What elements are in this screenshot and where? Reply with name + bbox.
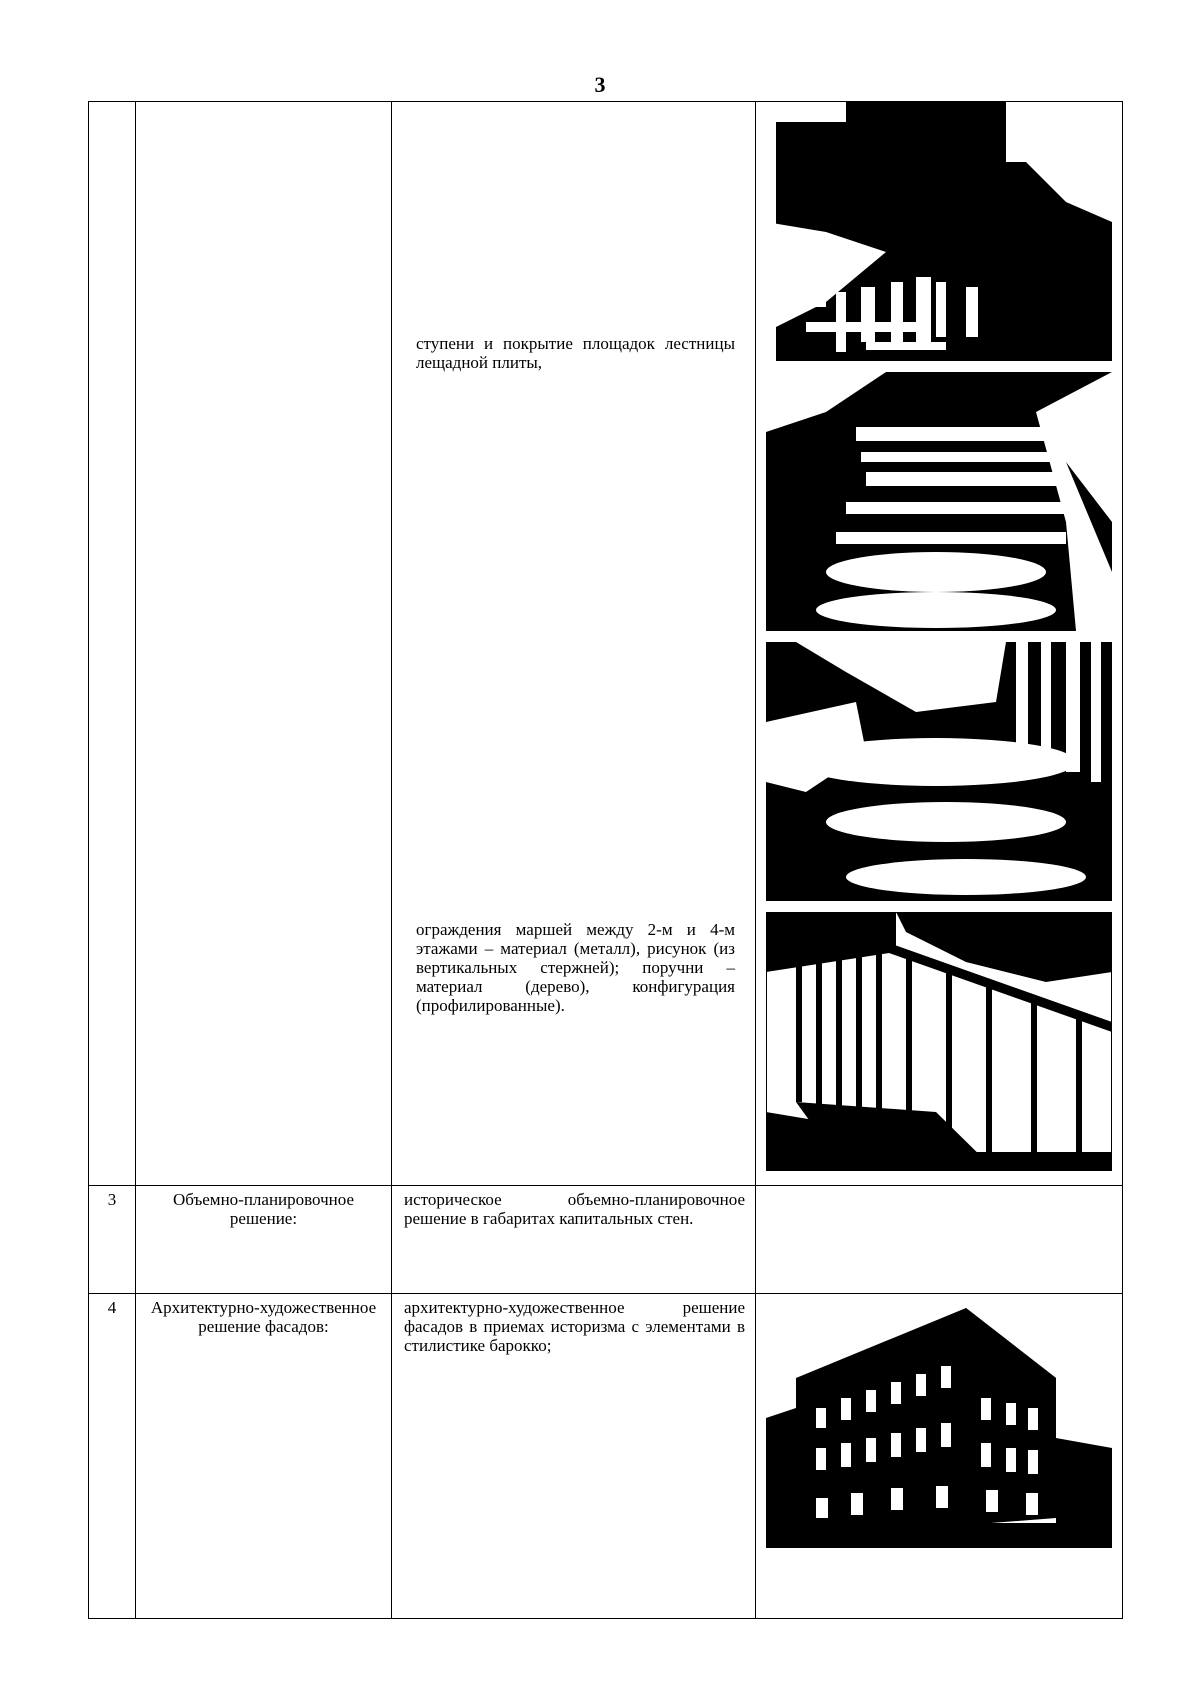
page-number: 3 [594,72,606,97]
stair-railing-photo [766,912,1112,1171]
staircase-steps-photo [766,372,1112,631]
description-cell: историческое объемно-планировочное решение в габаритах капитальных стен. [392,1186,756,1294]
building-facade-photo [766,1298,1112,1548]
table-row [89,102,1123,1186]
stair-landing-photo [766,642,1112,901]
table-row [89,1294,1123,1619]
row-number-cell: 4 [89,1294,136,1619]
stairs-description: ступени и покрытие площадок лестницы лещадной плиты, [416,334,735,372]
row-number-cell: 3 [89,1186,136,1294]
feature-name-cell [136,102,392,1186]
photo-cell [756,1186,1123,1294]
description-cell: архитектурно-художественное решение фасадов в приемах историзма с элементами в стилистике барокко; [392,1294,756,1619]
railing-description: ограждения маршей между 2-м и 4-м этажами – материал (металл), рисунок (из вертикальных стержней); поручни – материал (дерево), конфигурация (профилированные). [416,920,735,1015]
staircase-photo [766,102,1112,361]
protected-features-table [88,101,1123,1619]
description-cell [392,102,756,1186]
photo-cell [756,102,1123,1186]
photo-cell [756,1294,1123,1619]
table-row [89,1186,1123,1294]
feature-name-cell: Объемно-планировочное решение: [136,1186,392,1294]
feature-name-cell: Архитектурно-художественное решение фасадов: [136,1294,392,1619]
row-number-cell [89,102,136,1186]
